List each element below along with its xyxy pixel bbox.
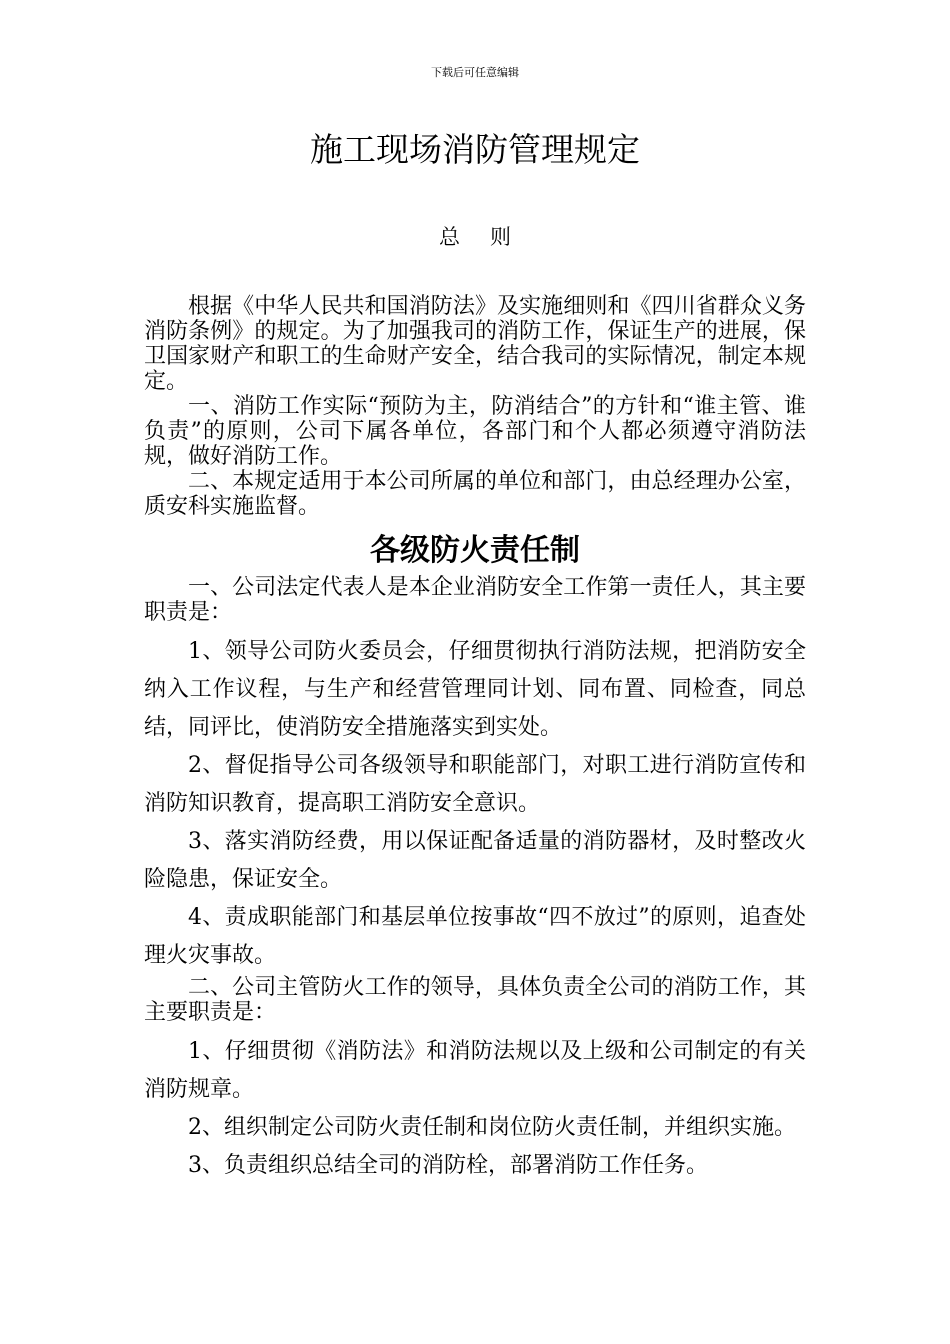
general-paragraph-scope: 二、本规定适用于本公司所属的单位和部门，由总经理办公室，质安科实施监督。 bbox=[144, 469, 806, 519]
responsibility-item-3: 3、落实消防经费，用以保证配备适量的消防器材，及时整改火险隐患，保证安全。 bbox=[144, 829, 806, 892]
fire-lead-item-2: 2、组织制定公司防火责任制和岗位防火责任制，并组织实施。 bbox=[188, 1115, 796, 1140]
section-heading-responsibility: 各级防火责任制 bbox=[370, 533, 580, 568]
responsibility-item-1: 1、领导公司防火委员会，仔细贯彻执行消防法规，把消防安全纳入工作议程，与生产和经营管理同计划、同布置、同检查，同总结，同评比，使消防安全措施落实到实处。 bbox=[144, 639, 806, 740]
section-heading-general: 总则 bbox=[439, 225, 541, 249]
document-body bbox=[144, 294, 806, 1185]
responsibility-paragraph-fire-lead: 二、公司主管防火工作的领导，具体负责全公司的消防工作，其主要职责是： bbox=[144, 975, 806, 1025]
responsibility-paragraph-legal-rep: 一、公司法定代表人是本企业消防安全工作第一责任人，其主要职责是： bbox=[144, 575, 806, 625]
fire-lead-item-3: 3、负责组织总结全司的消防栓，部署消防工作任务。 bbox=[188, 1153, 708, 1178]
header-note: 下载后可任意编辑 bbox=[431, 66, 519, 79]
general-paragraph-basis: 根据《中华人民共和国消防法》及实施细则和《四川省群众义务消防条例》的规定。为了加强我司的消防工作，保证生产的进展，保卫国家财产和职工的生命财产安全，结合我司的实际情况，制定本规定。 bbox=[144, 294, 806, 394]
fire-lead-item-1: 1、仔细贯彻《消防法》和消防法规以及上级和公司制定的有关消防规章。 bbox=[144, 1039, 806, 1102]
general-paragraph-principle: 一、消防工作实际“预防为主，防消结合”的方针和“谁主管、谁负责”的原则，公司下属各单位，各部门和个人都必须遵守消防法规，做好消防工作。 bbox=[144, 394, 806, 469]
responsibility-item-4: 4、责成职能部门和基层单位按事故“四不放过”的原则，追查处理火灾事故。 bbox=[144, 905, 806, 968]
responsibility-item-2: 2、督促指导公司各级领导和职能部门，对职工进行消防宣传和消防知识教育，提高职工消防安全意识。 bbox=[144, 753, 806, 816]
document-title: 施工现场消防管理规定 bbox=[310, 130, 640, 169]
